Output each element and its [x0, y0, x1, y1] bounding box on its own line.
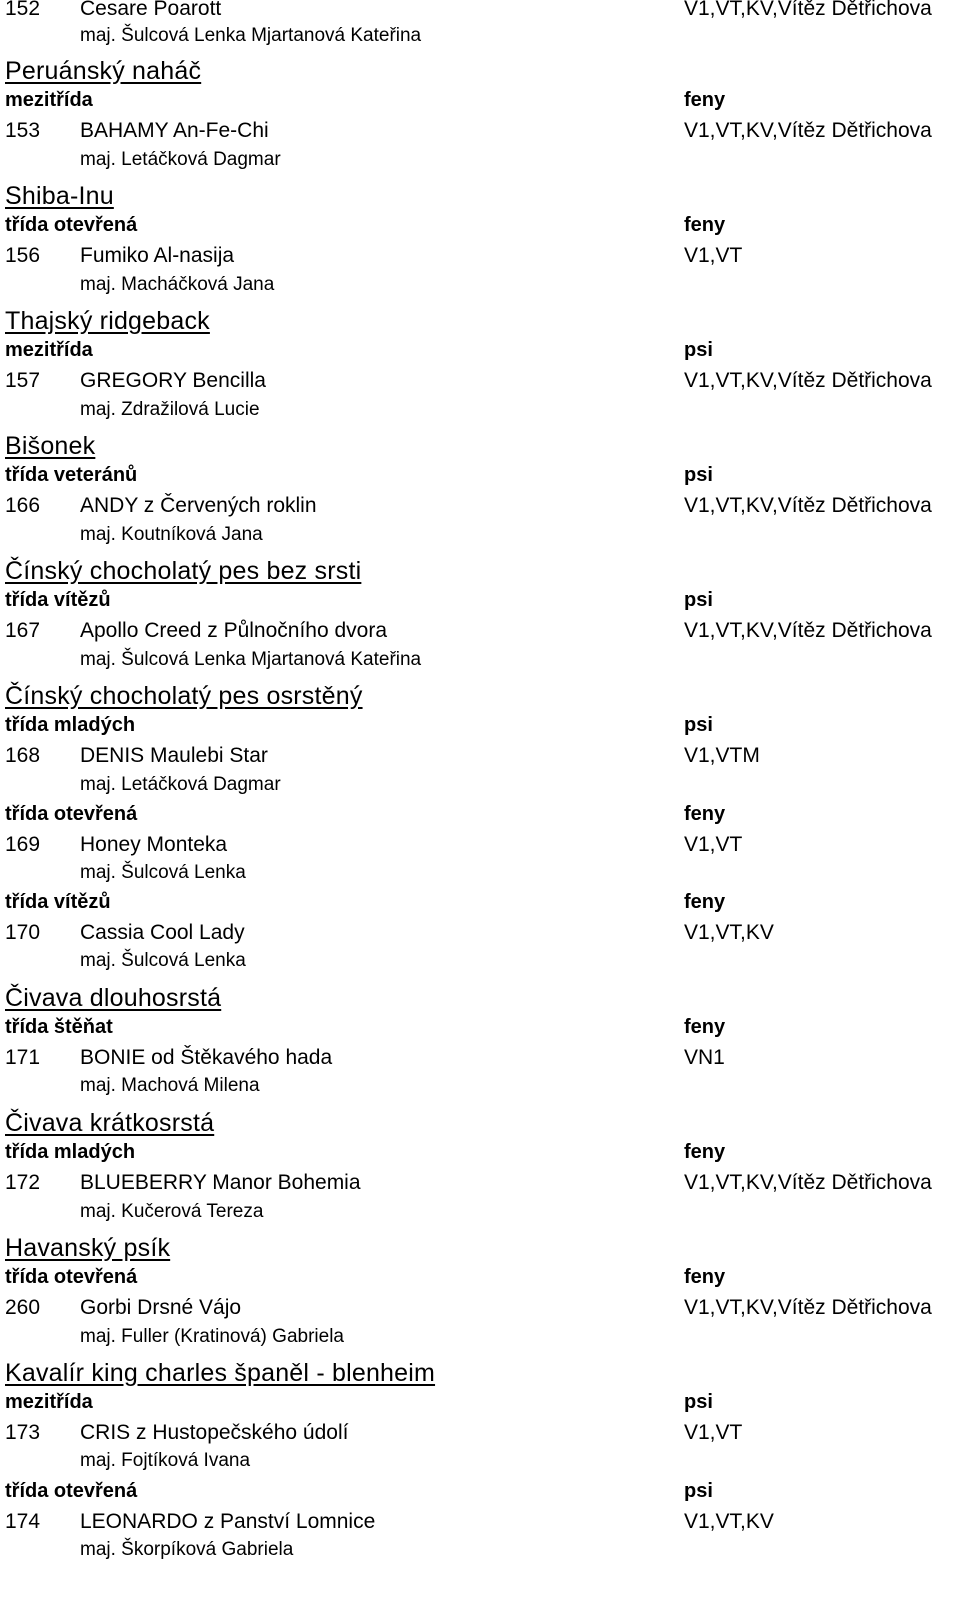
- dog-row: [0, 244, 960, 274]
- class-label: třída štěňat: [5, 1016, 113, 1038]
- sex-label: psi: [684, 339, 713, 361]
- owner-row: [0, 274, 960, 304]
- class-label: třída vítězů: [5, 891, 111, 913]
- dog-row: [0, 1046, 960, 1076]
- breed-heading-row: [0, 682, 960, 712]
- owner-text: maj. Fojtíková Ivana: [80, 1450, 251, 1471]
- result-text: V1,VT,KV,Vítěz Dětřichova: [684, 1296, 932, 1319]
- catalog-number: 166: [5, 494, 41, 517]
- owner-row: [0, 25, 960, 55]
- class-row: [0, 1266, 960, 1296]
- owner-text: maj. Letáčková Dagmar: [80, 149, 281, 170]
- breed-heading-row: [0, 1234, 960, 1264]
- dog-name: CRIS z Hustopečského údolí: [80, 1421, 349, 1444]
- sex-label: psi: [684, 1391, 713, 1413]
- result-text: V1,VTM: [684, 744, 760, 767]
- class-label: mezitřída: [5, 1391, 93, 1413]
- breed-heading: Čivava krátkosrstá: [5, 1109, 215, 1137]
- catalog-number: 168: [5, 744, 41, 767]
- breed-heading: Thajský ridgeback: [5, 307, 210, 335]
- dog-row: [0, 921, 960, 951]
- owner-text: maj. Kučerová Tereza: [80, 1201, 264, 1222]
- dog-row: [0, 744, 960, 774]
- sex-label: feny: [684, 891, 726, 913]
- breed-heading: Čínský chocholatý pes bez srsti: [5, 557, 362, 585]
- owner-row: [0, 149, 960, 179]
- owner-row: [0, 1075, 960, 1105]
- sex-label: feny: [684, 1266, 726, 1288]
- dog-name: ANDY z Červených roklin: [80, 494, 317, 517]
- catalog-number: 173: [5, 1421, 41, 1444]
- result-text: V1,VT: [684, 833, 743, 856]
- breed-heading: Bišonek: [5, 432, 96, 460]
- catalog-number: 152: [5, 0, 41, 20]
- owner-row: [0, 774, 960, 804]
- dog-row: [0, 1421, 960, 1451]
- breed-heading-row: [0, 182, 960, 212]
- owner-text: maj. Macháčková Jana: [80, 274, 275, 295]
- result-text: VN1: [684, 1046, 725, 1069]
- dog-name: LEONARDO z Panství Lomnice: [80, 1510, 376, 1533]
- breed-heading-row: [0, 432, 960, 462]
- class-label: třída otevřená: [5, 803, 138, 825]
- dog-row: [0, 0, 960, 27]
- owner-text: maj. Letáčková Dagmar: [80, 774, 281, 795]
- class-label: mezitřída: [5, 339, 93, 361]
- catalog-number: 171: [5, 1046, 41, 1069]
- breed-heading: Čínský chocholatý pes osrstěný: [5, 682, 363, 710]
- breed-heading-row: [0, 57, 960, 87]
- sex-label: psi: [684, 714, 713, 736]
- breed-heading-row: [0, 307, 960, 337]
- catalog-number: 167: [5, 619, 41, 642]
- breed-heading: Havanský psík: [5, 1234, 171, 1262]
- result-text: V1,VT,KV,Vítěz Dětřichova: [684, 0, 932, 20]
- owner-row: [0, 950, 960, 980]
- dog-name: GREGORY Bencilla: [80, 369, 266, 392]
- sex-label: feny: [684, 89, 726, 111]
- class-row: [0, 714, 960, 744]
- owner-row: [0, 524, 960, 554]
- class-row: [0, 339, 960, 369]
- result-text: V1,VT,KV: [684, 1510, 774, 1533]
- dog-name: BONIE od Štěkavého hada: [80, 1046, 333, 1069]
- result-text: V1,VT,KV,Vítěz Dětřichova: [684, 1171, 932, 1194]
- owner-text: maj. Koutníková Jana: [80, 524, 263, 545]
- class-label: mezitřída: [5, 89, 93, 111]
- owner-row: [0, 1326, 960, 1356]
- dog-row: [0, 369, 960, 399]
- dog-row: [0, 494, 960, 524]
- class-row: [0, 1391, 960, 1421]
- catalog-number: 169: [5, 833, 41, 856]
- result-text: V1,VT,KV,Vítěz Dětřichova: [684, 619, 932, 642]
- class-label: třída mladých: [5, 714, 136, 736]
- owner-text: maj. Šulcová Lenka Mjartanová Kateřina: [80, 25, 422, 46]
- dog-name: Cassia Cool Lady: [80, 921, 245, 944]
- dog-row: [0, 1510, 960, 1540]
- dog-name: BAHAMY An-Fe-Chi: [80, 119, 269, 142]
- class-row: [0, 803, 960, 833]
- sex-label: psi: [684, 1480, 713, 1502]
- catalog-number: 157: [5, 369, 41, 392]
- class-label: třída mladých: [5, 1141, 136, 1163]
- dog-name: DENIS Maulebi Star: [80, 744, 268, 767]
- owner-text: maj. Šulcová Lenka Mjartanová Kateřina: [80, 649, 422, 670]
- catalog-number: 170: [5, 921, 41, 944]
- owner-text: maj. Šulcová Lenka: [80, 950, 246, 971]
- catalog-number: 153: [5, 119, 41, 142]
- owner-row: [0, 1201, 960, 1231]
- catalog-number: 174: [5, 1510, 41, 1533]
- class-label: třída vítězů: [5, 589, 111, 611]
- breed-heading: Peruánský naháč: [5, 57, 202, 85]
- owner-text: maj. Fuller (Kratinová) Gabriela: [80, 1326, 344, 1347]
- dog-row: [0, 833, 960, 863]
- sex-label: feny: [684, 803, 726, 825]
- dog-name: Fumiko Al-nasija: [80, 244, 235, 267]
- owner-row: [0, 862, 960, 892]
- class-row: [0, 891, 960, 921]
- result-text: V1,VT,KV: [684, 921, 774, 944]
- class-label: třída otevřená: [5, 1480, 138, 1502]
- breed-heading-row: [0, 1359, 960, 1389]
- dog-row: [0, 1296, 960, 1326]
- sex-label: feny: [684, 214, 726, 236]
- class-label: třída otevřená: [5, 1266, 138, 1288]
- breed-heading-row: [0, 557, 960, 587]
- result-text: V1,VT,KV,Vítěz Dětřichova: [684, 369, 932, 392]
- dog-row: [0, 1171, 960, 1201]
- sex-label: feny: [684, 1016, 726, 1038]
- dog-name: Cesare Poarott: [80, 0, 222, 20]
- dog-name: BLUEBERRY Manor Bohemia: [80, 1171, 361, 1194]
- class-row: [0, 1016, 960, 1046]
- catalog-number: 172: [5, 1171, 41, 1194]
- class-row: [0, 1141, 960, 1171]
- catalog-number: 156: [5, 244, 41, 267]
- dog-row: [0, 119, 960, 149]
- result-text: V1,VT: [684, 244, 743, 267]
- result-text: V1,VT,KV,Vítěz Dětřichova: [684, 494, 932, 517]
- owner-row: [0, 649, 960, 679]
- owner-text: maj. Škorpíková Gabriela: [80, 1539, 294, 1560]
- dog-name: Honey Monteka: [80, 833, 228, 856]
- class-row: [0, 464, 960, 494]
- owner-text: maj. Šulcová Lenka: [80, 862, 246, 883]
- class-row: [0, 89, 960, 119]
- result-text: V1,VT,KV,Vítěz Dětřichova: [684, 119, 932, 142]
- sex-label: psi: [684, 464, 713, 486]
- breed-heading: Shiba-Inu: [5, 182, 114, 210]
- class-row: [0, 1480, 960, 1510]
- class-row: [0, 589, 960, 619]
- sex-label: psi: [684, 589, 713, 611]
- breed-heading-row: [0, 984, 960, 1014]
- breed-heading: Kavalír king charles španěl - blenheim: [5, 1359, 436, 1387]
- breed-heading-row: [0, 1109, 960, 1139]
- owner-text: maj. Machová Milena: [80, 1075, 260, 1096]
- catalog-number: 260: [5, 1296, 41, 1319]
- class-label: třída veteránů: [5, 464, 138, 486]
- dog-name: Apollo Creed z Půlnočního dvora: [80, 619, 388, 642]
- class-label: třída otevřená: [5, 214, 138, 236]
- owner-row: [0, 399, 960, 429]
- dog-name: Gorbi Drsné Vájo: [80, 1296, 242, 1319]
- sex-label: feny: [684, 1141, 726, 1163]
- class-row: [0, 214, 960, 244]
- owner-text: maj. Zdražilová Lucie: [80, 399, 260, 420]
- breed-heading: Čivava dlouhosrstá: [5, 984, 222, 1012]
- result-text: V1,VT: [684, 1421, 743, 1444]
- owner-row: [0, 1450, 960, 1480]
- dog-row: [0, 619, 960, 649]
- owner-row: [0, 1539, 960, 1569]
